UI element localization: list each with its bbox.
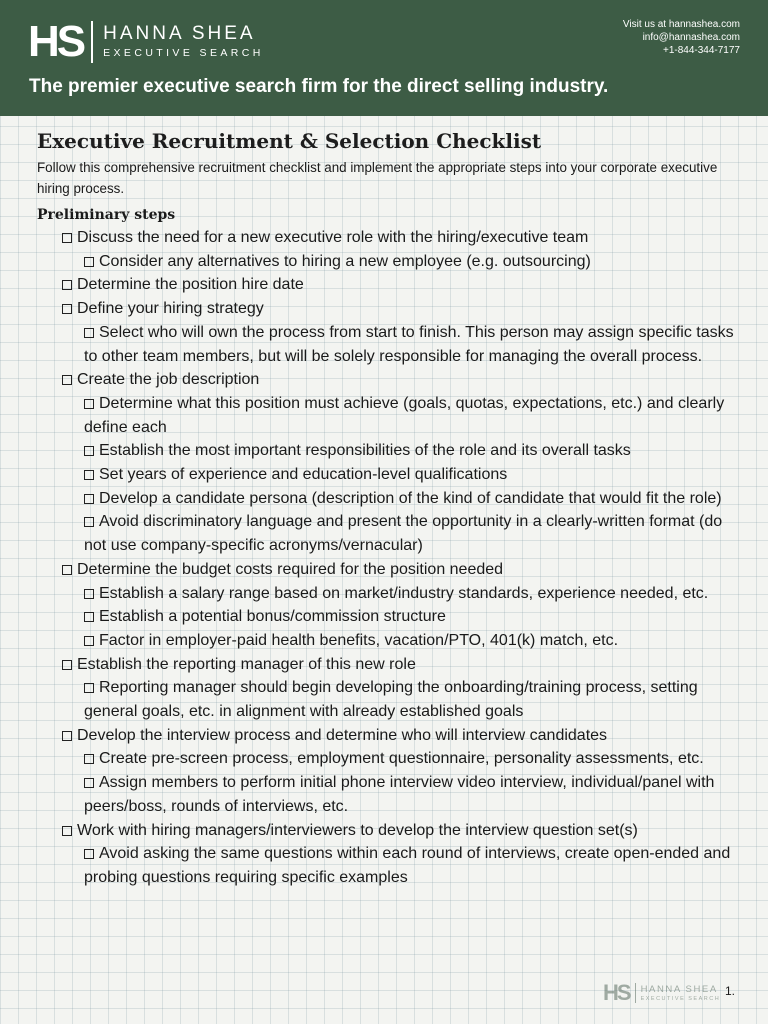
- logo-text: [103, 23, 264, 61]
- checkbox[interactable]: [84, 589, 94, 599]
- checklist-subitem: [37, 250, 737, 274]
- checkbox[interactable]: [84, 446, 94, 456]
- checkbox[interactable]: [62, 826, 72, 836]
- checklist-subitem: [37, 439, 737, 463]
- checklist-item-text: Avoid discriminatory language and present the opportunity in a clearly-written format (do not use company-specific acronyms/vernacular): [84, 513, 723, 555]
- checklist-item-text: Establish the reporting manager of this new role: [77, 655, 416, 673]
- checklist-item: [37, 558, 737, 582]
- checklist-item-text: Assign members to perform initial phone interview video interview, individual/panel with peers/boss, rounds of interviews, etc.: [84, 774, 715, 815]
- checkbox[interactable]: [84, 754, 94, 764]
- checklist-item-text: Factor in employer-paid health benefits, vacation/PTO, 401(k) match, etc.: [99, 631, 619, 649]
- checklist-item-text: Create pre-screen process, employment questionnaire, personality assessments, etc.: [99, 750, 704, 768]
- checkbox[interactable]: [62, 233, 72, 243]
- checklist-subitem: [37, 463, 737, 487]
- checklist-item-text: Establish the most important responsibilities of the role and its overall tasks: [99, 442, 631, 460]
- checklist-item-text: Determine the position hire date: [77, 276, 304, 294]
- checklist-subitem: [37, 842, 737, 889]
- checklist-item-text: Discuss the need for a new executive role with the hiring/executive team: [77, 229, 589, 246]
- checkbox[interactable]: [84, 517, 94, 527]
- page-number: 1.: [725, 984, 736, 998]
- checkbox[interactable]: [84, 399, 94, 409]
- footer-logo-name: HANNA SHEA: [640, 983, 718, 995]
- section-heading: Preliminary steps: [37, 207, 176, 223]
- logo-mark: HS: [28, 17, 84, 66]
- checkbox[interactable]: [84, 849, 94, 859]
- footer-logo-mark: HS: [603, 980, 630, 1005]
- checklist-item: [37, 226, 737, 250]
- checklist-item-text: Work with hiring managers/interviewers to develop the interview question set(s): [77, 821, 638, 839]
- checkbox[interactable]: [84, 612, 94, 622]
- header-banner: [0, 0, 768, 116]
- checklist-subitem: [37, 747, 737, 771]
- checkbox[interactable]: [84, 494, 94, 504]
- checklist-subitem: [37, 771, 737, 818]
- checklist-subitem: [37, 392, 737, 439]
- checklist-subitem: [37, 605, 737, 629]
- checklist-item-text: Establish a potential bonus/commission structure: [99, 608, 446, 626]
- checklist-subitem: [37, 676, 737, 723]
- checklist-item-text: Consider any alternatives to hiring a new employee (e.g. outsourcing): [99, 252, 591, 270]
- checkbox[interactable]: [62, 565, 72, 575]
- checklist-item: [37, 819, 737, 843]
- email-link[interactable]: info@hannashea.com: [642, 32, 740, 43]
- phone-number[interactable]: +1-844-344-7177: [662, 45, 740, 56]
- checklist-item-text: Select who will own the process from start to finish. This person may assign specific tasks to other team members, but will be solely responsible for managing the overall process.: [84, 323, 734, 365]
- checklist-item-text: Define your hiring strategy: [77, 300, 264, 318]
- website-link[interactable]: Visit us at hannashea.com: [622, 19, 740, 30]
- logo-subtitle: EXECUTIVE SEARCH: [103, 47, 264, 59]
- intro-text: Follow this comprehensive recruitment checklist and implement the appropriate steps into your corporate executive hiring process.: [37, 160, 718, 196]
- checklist-item: [37, 724, 737, 748]
- checklist-item-text: Develop the interview process and determine who will interview candidates: [77, 726, 608, 744]
- checklist-subitem: [37, 487, 737, 511]
- footer-logo: [603, 982, 720, 1004]
- checkbox[interactable]: [62, 660, 72, 670]
- checklist-content: [37, 128, 737, 890]
- checklist-item-text: Reporting manager should begin developing the onboarding/training process, setting general goals, etc. in alignment with already established goals: [84, 679, 698, 721]
- checkbox[interactable]: [84, 328, 94, 338]
- checklist-item: [37, 653, 737, 677]
- checklist-item-text: Develop a candidate persona (description of the kind of candidate that would fit the role): [99, 489, 722, 507]
- company-logo: [28, 17, 264, 66]
- checklist-item-text: Set years of experience and education-level qualifications: [99, 466, 508, 484]
- checkbox[interactable]: [84, 778, 94, 788]
- checklist-subitem: [37, 629, 737, 653]
- footer-logo-divider: [635, 983, 636, 1003]
- document-title: Executive Recruitment & Selection Checklist: [37, 129, 542, 153]
- checklist-item-text: Determine the budget costs required for the position needed: [77, 560, 504, 578]
- checklist-item: [37, 297, 737, 321]
- checklist-item: [37, 368, 737, 392]
- checkbox[interactable]: [84, 683, 94, 693]
- checkbox[interactable]: [62, 280, 72, 290]
- checkbox[interactable]: [84, 470, 94, 480]
- footer-logo-subtitle: EXECUTIVE SEARCH: [640, 995, 721, 1002]
- checklist-item-text: Establish a salary range based on market/industry standards, experience needed, etc.: [99, 584, 709, 602]
- tagline: The premier executive search firm for the direct selling industry.: [29, 76, 609, 97]
- checklist-subitem: [37, 510, 737, 557]
- checkbox[interactable]: [84, 636, 94, 646]
- checklist-subitem: [37, 582, 737, 606]
- checklist-item-text: Determine what this position must achieve (goals, quotas, expectations, etc.) and clearly define each: [84, 394, 725, 436]
- contact-info: [623, 18, 740, 57]
- logo-name: HANNA SHEA: [103, 23, 256, 44]
- footer-logo-text: [641, 984, 721, 1003]
- checklist-item: [37, 273, 737, 297]
- checklist-subitem: [37, 321, 737, 368]
- checkbox[interactable]: [62, 731, 72, 741]
- checklist-item-text: Avoid asking the same questions within each round of interviews, create open-ended and probing questions requiring specific examples: [84, 845, 731, 886]
- logo-divider: [91, 21, 93, 63]
- checkbox[interactable]: [84, 257, 94, 267]
- checklist-item-text: Create the job description: [77, 371, 260, 389]
- checklist: [37, 226, 737, 890]
- checkbox[interactable]: [62, 375, 72, 385]
- checkbox[interactable]: [62, 304, 72, 314]
